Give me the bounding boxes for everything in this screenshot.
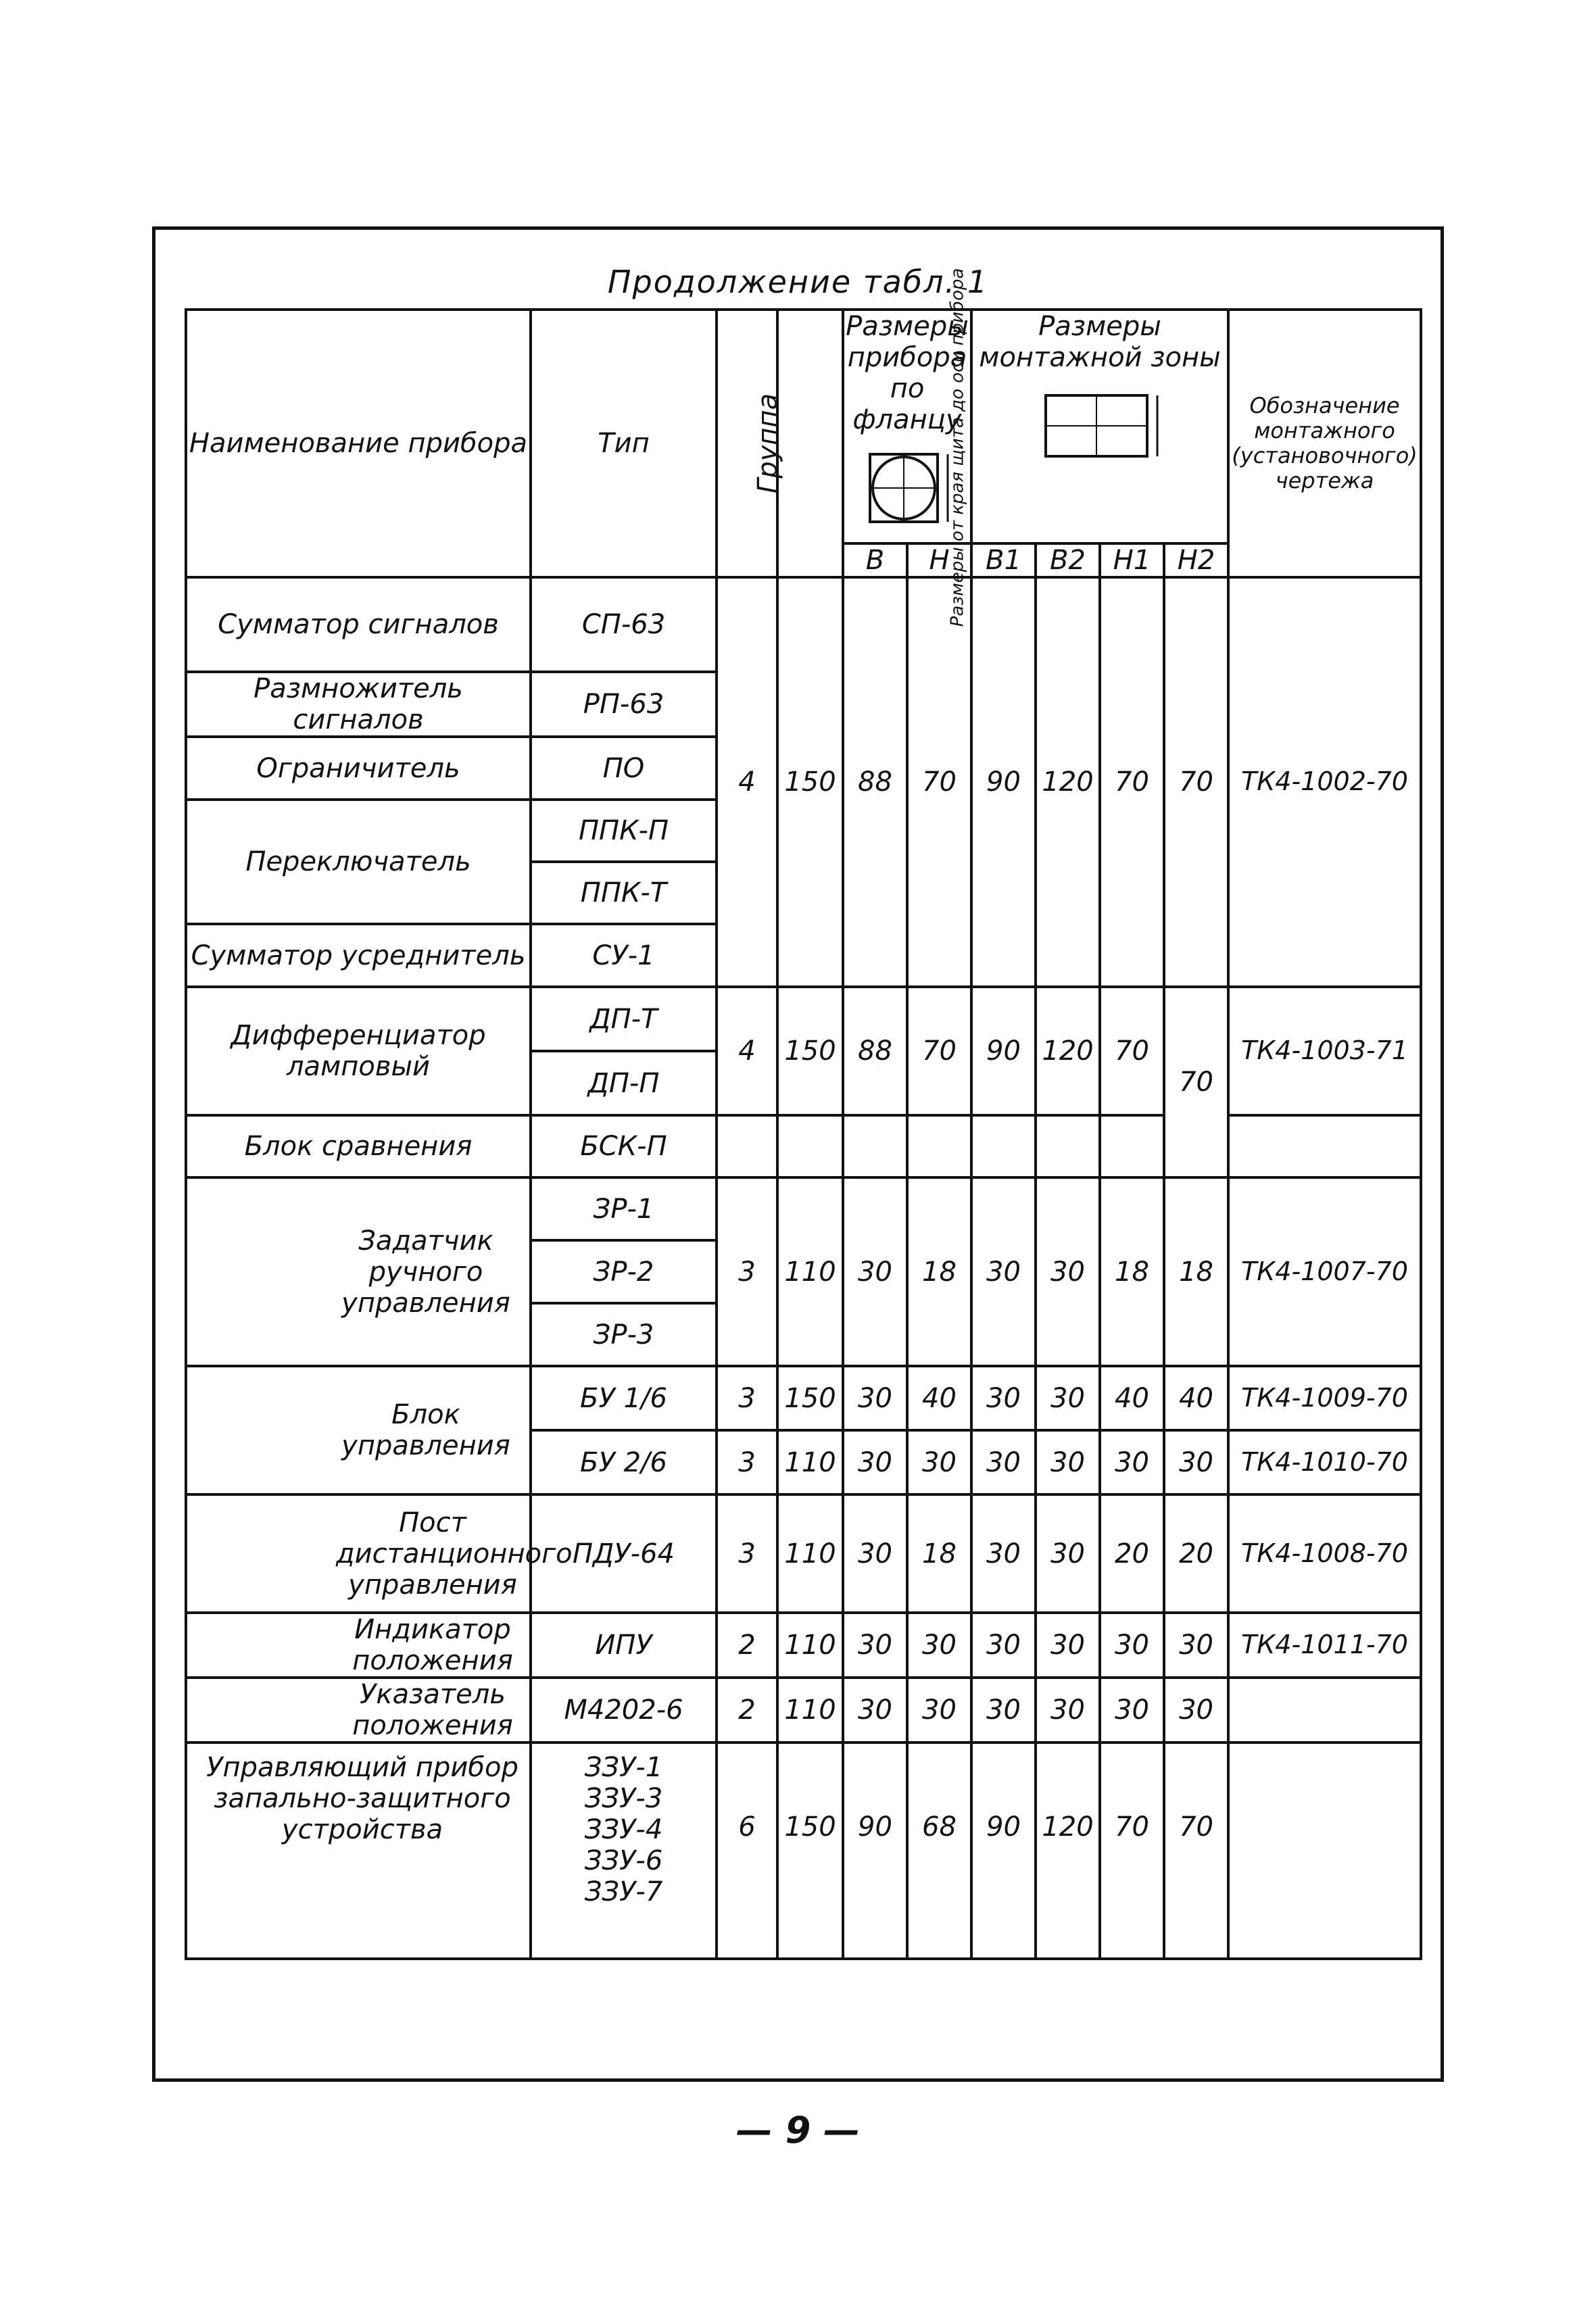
row-type: ЗР-3 [531,1303,717,1366]
row-name: Дифференциатор ламповый [186,987,531,1115]
edge-cell: 110 [777,1678,843,1743]
group-cell: 3 [717,1177,777,1366]
b2-cell: 30 [1036,1494,1100,1613]
row-name: Блок сравнения [186,1115,531,1177]
b1-cell: 90 [971,1743,1036,1959]
row-type: БУ 1/6 [531,1366,717,1430]
h-cell: 70 [907,577,971,987]
edge-cell: 110 [777,1494,843,1613]
empty-cell [843,1115,907,1177]
h-cell: 18 [907,1494,971,1613]
page-number: — 9 — [735,2109,861,2151]
b1-cell: 90 [971,577,1036,987]
group-cell: 4 [717,577,777,987]
header-zone [971,310,1228,543]
b2-cell: 120 [1036,577,1100,987]
empty-cell [1036,1115,1100,1177]
b-cell: 88 [843,987,907,1115]
b1-cell: 30 [971,1494,1036,1613]
edge-cell: 150 [777,1743,843,1959]
h1-cell: 30 [1100,1678,1164,1743]
group-cell: 4 [717,987,777,1115]
row-type: ПДУ-64 [531,1494,717,1613]
drawing-cell: ТК4-1007-70 [1228,1177,1421,1366]
row-name: Блок управления [186,1366,531,1494]
header-b2: B2 [1036,543,1100,577]
h1-cell: 40 [1100,1366,1164,1430]
h2-cell: 30 [1164,1430,1228,1494]
row-type: ЗЗУ-3 [584,1783,663,1814]
b2-cell: 120 [1036,1743,1100,1959]
row-type: БУ 2/6 [531,1430,717,1494]
row-type: ЗЗУ-7 [584,1876,663,1907]
row-type: ППК-Т [531,862,717,924]
drawing-cell: ТК4-1003-71 [1228,987,1421,1115]
row-type: ДП-Т [531,987,717,1051]
h-cell: 68 [907,1743,971,1959]
row-type: ППК-П [531,800,717,862]
group-cell: 3 [717,1366,777,1430]
group-cell: 3 [717,1430,777,1494]
row-name: Сумматор сигналов [186,577,531,672]
h2-cell: 70 [1164,1743,1228,1959]
row-name: Ограничитель [186,737,531,800]
group-cell: 6 [717,1743,777,1959]
row-type: ЗЗУ-4 [584,1814,663,1845]
h1-cell: 30 [1100,1430,1164,1494]
row-type: ЗЗУ-1 [584,1752,663,1783]
drawing-cell: ТК4-1010-70 [1228,1430,1421,1494]
row-name: Управляющий прибор запально-защитного устройства [186,1743,531,1959]
h1-cell: 18 [1100,1177,1164,1366]
h2-cell: 40 [1164,1366,1228,1430]
h1-cell: 20 [1100,1494,1164,1613]
row-type: ЗЗУ-6 [584,1845,663,1876]
header-edge-text: Размеры от края щита до оси прибора [947,268,968,627]
header-name: Наименование прибора [186,310,531,577]
header-flange-text: Размеры прибора по фланцу [846,311,969,435]
empty-cell [1228,1678,1421,1743]
row-name: Переключатель [186,800,531,924]
header-type: Тип [531,310,717,577]
drawing-cell: ТК4-1008-70 [1228,1494,1421,1613]
header-drawing: Обозначение монтажного (установочного) чертежа [1228,310,1421,577]
h1-cell: 70 [1100,987,1164,1115]
h-cell: 18 [907,1177,971,1366]
b-cell: 30 [843,1678,907,1743]
h-cell: 30 [907,1678,971,1743]
group-cell: 2 [717,1678,777,1743]
h2-cell: 18 [1164,1177,1228,1366]
group-cell: 2 [717,1613,777,1678]
group-cell: 3 [717,1494,777,1613]
empty-cell [907,1115,971,1177]
row-type: ИПУ [531,1613,717,1678]
empty-cell [777,1115,843,1177]
zone-diagram-icon [1025,379,1174,480]
h1-cell: 30 [1100,1613,1164,1678]
edge-cell: 110 [777,1613,843,1678]
b2-cell: 30 [1036,1678,1100,1743]
row-type: ПО [531,737,717,800]
b1-cell: 30 [971,1177,1036,1366]
row-types-list [531,1743,717,1959]
edge-cell: 150 [777,987,843,1115]
header-h2: H2 [1164,543,1228,577]
row-type: ДП-П [531,1051,717,1115]
row-type: М4202-6 [531,1678,717,1743]
drawing-cell: ТК4-1011-70 [1228,1613,1421,1678]
row-type: СП-63 [531,577,717,672]
h-cell: 70 [907,987,971,1115]
margin-tick [152,1413,155,1446]
b1-cell: 90 [971,987,1036,1115]
header-group [717,310,784,577]
b-cell: 30 [843,1430,907,1494]
row-name: Размножитель сигналов [186,672,531,737]
b-cell: 30 [843,1613,907,1678]
empty-cell [971,1115,1036,1177]
h2-cell: 70 [1164,577,1228,987]
margin-tick [152,960,155,994]
header-group-text: Группа [752,393,784,494]
empty-cell [717,1115,777,1177]
row-name: Пост дистанционного управления [186,1494,531,1613]
b-cell: 30 [843,1494,907,1613]
h-cell: 30 [907,1430,971,1494]
b-cell: 90 [843,1743,907,1959]
h1-cell: 70 [1100,1743,1164,1959]
empty-cell [1228,1743,1421,1959]
edge-cell: 110 [777,1177,843,1366]
b-cell: 30 [843,1366,907,1430]
empty-cell [1228,1115,1421,1177]
row-name: Индикатор положения [186,1613,531,1678]
b2-cell: 30 [1036,1430,1100,1494]
row-type: СУ-1 [531,924,717,987]
h2-cell: 30 [1164,1678,1228,1743]
row-name: Указатель положения [186,1678,531,1743]
header-h: H [907,543,971,577]
edge-cell: 150 [777,1366,843,1430]
row-name: Задатчик ручного управления [186,1177,531,1366]
h2-cell: 30 [1164,1613,1228,1678]
b-cell: 30 [843,1177,907,1366]
h1-cell: 70 [1100,577,1164,987]
edge-cell: 150 [777,577,843,987]
h2-cell: 20 [1164,1494,1228,1613]
b2-cell: 120 [1036,987,1100,1115]
row-name: Сумматор усреднитель [186,924,531,987]
h2-cell: 70 [1164,987,1228,1177]
h-cell: 40 [907,1366,971,1430]
b-cell: 88 [843,577,907,987]
row-type: БСК-П [531,1115,717,1177]
header-b: B [843,543,907,577]
b1-cell: 30 [971,1613,1036,1678]
row-type: ЗР-1 [531,1177,717,1240]
header-h1: H1 [1100,543,1164,577]
edge-cell: 110 [777,1430,843,1494]
b1-cell: 30 [971,1678,1036,1743]
table-caption: Продолжение табл. 1 [607,264,989,300]
b2-cell: 30 [1036,1613,1100,1678]
header-b1: B1 [971,543,1036,577]
b2-cell: 30 [1036,1177,1100,1366]
b1-cell: 30 [971,1430,1036,1494]
b2-cell: 30 [1036,1366,1100,1430]
header-zone-text: Размеры монтажной зоны [979,311,1221,373]
drawing-cell: ТК4-1009-70 [1228,1366,1421,1430]
empty-cell [1100,1115,1164,1177]
row-type: ЗР-2 [531,1240,717,1303]
b1-cell: 30 [971,1366,1036,1430]
drawing-cell: ТК4-1002-70 [1228,577,1421,987]
h-cell: 30 [907,1613,971,1678]
row-type: РП-63 [531,672,717,737]
